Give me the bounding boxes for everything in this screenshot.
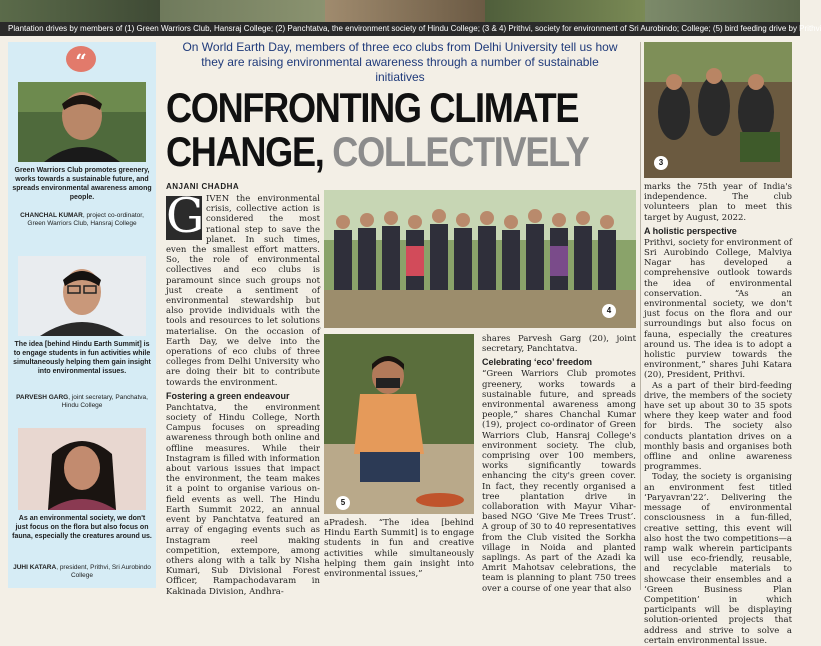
sidebar-quote: As an environmental society, we don't just focus on the flora but also focus on fauna, especially the creatures around us. xyxy=(12,515,152,540)
photo-thumb xyxy=(0,0,160,22)
standfirst: On World Earth Day, members of three eco clubs from Delhi University tell us how they are raising environmental awareness through a number of sustainable initiatives xyxy=(182,40,618,84)
paragraph: Panchtatva, the environment society of Hindu College, North Campus focuses on spreading awareness through both online and offline measures. While their Instagram is filled with information about various issues that impact the environment, the team makes it a point to organise various on-field events as well. The Hindu Earth Summit 2022, an annual event by Panchtatva featured an array of engaging events such as Instagram reel making competition, extempore, among others along with a talk by Nisha Kumari, Sub Divisional Forest Officer, Rampachodavaram in Kakinada Division, Andhra- xyxy=(166,402,320,597)
paragraph: aPradesh. “The idea [behind Hindu Earth Summit] is to engage students in fun and creative activities while simultaneously helping them gain insight into environmental issues,” xyxy=(324,518,474,580)
byline: ANJANI CHADHA xyxy=(166,182,240,191)
paragraph: shares Parvesh Garg (20), joint secretary, Panchtatva. xyxy=(482,334,636,355)
article-column-3 xyxy=(482,334,636,594)
photo-number-badge: 5 xyxy=(336,496,350,510)
group-photo xyxy=(324,190,636,328)
sidebar-quote: Green Warriors Club promotes greenery, works towards a sustainable future, and spreads environmental awareness among people. xyxy=(12,167,152,201)
sidebar-quote: The idea [behind Hindu Earth Summit] is to engage students in fun activities while simultaneously helping them gain insight into environmental issues. xyxy=(13,341,151,375)
bird-feeding-photo xyxy=(324,334,474,514)
paragraph: As a part of their bird-feeding drive, the members of the society have set up about 30 to 35 spots where they keep water and food for birds. The society also conducts plantation drives on a monthly basis and organises both offline and online awareness programmes. xyxy=(644,380,792,473)
photo-thumb xyxy=(485,0,645,22)
attribution-role: , president, Prithvi, Sri Aurobindo College xyxy=(56,564,151,579)
portrait-chanchal-kumar xyxy=(18,82,146,162)
attribution-name: JUHI KATARA xyxy=(13,564,57,571)
photo-thumb xyxy=(160,0,325,22)
photo-thumb xyxy=(645,0,800,22)
paragraph: Prithvi, society for environment of Sri Aurobindo College, Malviya Nagar has developed a comprehensive outlook towards the idea of environmental conservation. “As an environmental society, we don't just focus on the flora and our surroundings but also focus on fauna, especially the creatures around us. The idea is to adopt a holistic purview towards the environment,” shares Juhi Katara (20), President, Prithvi. xyxy=(644,237,792,381)
sidebar-attribution xyxy=(12,564,152,580)
attribution-role: , project co-ordinator, Green Warriors Club, Hansraj College xyxy=(27,212,144,227)
subheading: A holistic perspective xyxy=(644,225,737,236)
article-column-2 xyxy=(324,518,474,590)
article-column-4 xyxy=(644,182,792,646)
attribution-name: PARVESH GARG xyxy=(16,394,69,401)
headline-line-2 xyxy=(166,128,589,175)
subheading: Fostering a green endeavour xyxy=(166,390,290,401)
photo-number-badge: 4 xyxy=(602,304,616,318)
portrait-juhi-katara xyxy=(18,428,146,510)
headline-part-dark: CHANGE, xyxy=(166,128,333,175)
column-divider xyxy=(640,42,641,590)
subheading: Celebrating ‘eco’ freedom xyxy=(482,357,593,368)
drop-cap: G xyxy=(166,188,205,244)
photo-caption-strip: Plantation drives by members of (1) Green Warriors Club, Hansraj College; (2) Panchtatva, the environment society of Hindu College; (3 & 4) Prithvi, society for environment of Sri Aurobindo; College; (5) bird feeding drive by Prithvi xyxy=(0,22,800,36)
quotes-sidebar xyxy=(8,42,156,588)
paragraph: Today, the society is organising an environment fest titled ‘Paryavran'22’. Delivering the message of environmental consciousness in a fun-filled, creative setting, this event will also host the two competitions—a ramp walk wherein participants will use eco-friendly, reusable, and recyclable materials to showcase their ensembles and a ‘Green Business Plan Competition’ in which participants will be displaying solution-oriented projects that address and strive to solve a certain environmental issue. xyxy=(644,472,792,646)
sidebar-attribution xyxy=(12,394,152,410)
paragraph: “Green Warriors Club promotes greenery, works towards a sustainable future, and spreads environmental awareness among people,” shares Chanchal Kumar (19), project co-ordinator of Green Warriors Club, Hansraj College's environment society. The club, comprising over 100 members, works significantly towards enhancing the city's green cover. In fact, they recently organised a tree plantation drive in collaboration with Mayur Vihar-based NGO ‘Give Me Trees Trust’. A group of 30 to 40 representatives from the Club visited the Sorkha village in Noida and planted saplings. As part of the Azadi ka Amrit Mahotsav celebrations, the team is planning to plant 750 trees over a course of one year that also xyxy=(482,369,636,594)
top-photo-strip xyxy=(0,0,800,22)
quote-mark-icon: “ xyxy=(66,46,96,72)
sidebar-attribution xyxy=(12,212,152,228)
paragraph: marks the 75th year of India's independence. The club volunteers plan to meet this target by August, 2022. xyxy=(644,182,792,223)
attribution-name: CHANCHAL KUMAR xyxy=(20,212,83,219)
paragraph: IVEN the environmental crisis, collective action is considered the most rational step to save the planet. In such times, even the smallest effort matters. So, the role of environmental collectives and eco clubs is paramount since such groups not just create a sentiment of environmental stewardship but also provide individuals with the tools and resources to let solutions materialise. On the occasion of Earth Day, we delve into the operations of eco clubs of three colleges from Delhi University who are doing their bit to contribute towards the environment. xyxy=(166,194,320,388)
headline-part-grey: COLLECTIVELY xyxy=(332,128,589,175)
portrait-parvesh-garg xyxy=(18,256,146,336)
attribution-role: , joint secretary, Panchatva, Hindu College xyxy=(61,394,148,409)
headline-line-1: CONFRONTING CLIMATE xyxy=(166,84,579,131)
article-column-1 xyxy=(166,188,320,597)
photo-number-badge: 3 xyxy=(654,156,668,170)
photo-thumb xyxy=(325,0,485,22)
